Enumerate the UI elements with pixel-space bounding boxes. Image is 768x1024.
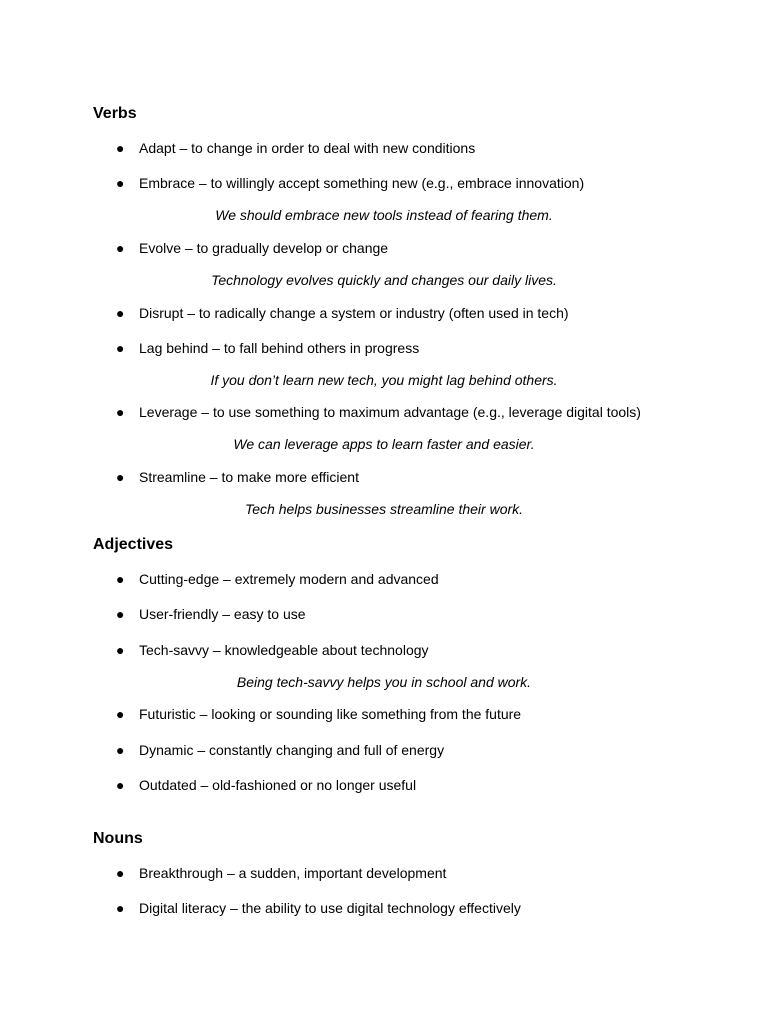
bullet-icon: ● — [116, 865, 125, 881]
example-sentence: Tech helps businesses streamline their work. — [244, 501, 524, 517]
bullet-icon: ● — [116, 340, 125, 356]
term-definition: Embrace – to willingly accept something new (e.g., embrace innovation) — [139, 175, 585, 191]
bullet-icon: ● — [116, 305, 125, 321]
bullet-icon: ● — [116, 240, 125, 256]
term-definition: Lag behind – to fall behind others in progress — [139, 340, 420, 356]
term-definition: Disrupt – to radically change a system or industry (often used in tech) — [139, 305, 569, 321]
term-definition: Outdated – old-fashioned or no longer useful — [139, 777, 417, 793]
term-definition: Dynamic – constantly changing and full of energy — [139, 742, 445, 758]
term-definition: Leverage – to use something to maximum advantage (e.g., leverage digital tools) — [139, 404, 641, 420]
term-definition: Adapt – to change in order to deal with new conditions — [139, 140, 476, 156]
term-definition: Cutting-edge – extremely modern and advanced — [139, 571, 439, 587]
bullet-icon: ● — [116, 571, 125, 587]
example-sentence: If you don’t learn new tech, you might lag behind others. — [210, 372, 558, 388]
section-heading-nouns: Nouns — [93, 830, 143, 847]
bullet-icon: ● — [116, 404, 125, 420]
bullet-icon: ● — [116, 606, 125, 622]
section-heading-verbs: Verbs — [93, 105, 137, 122]
bullet-icon: ● — [116, 742, 125, 758]
bullet-icon: ● — [116, 706, 125, 722]
example-sentence: Being tech-savvy helps you in school and work. — [236, 674, 532, 690]
term-definition: Streamline – to make more efficient — [139, 469, 359, 485]
example-sentence: Technology evolves quickly and changes our daily lives. — [211, 272, 557, 288]
bullet-icon: ● — [116, 900, 125, 916]
term-definition: Futuristic – looking or sounding like something from the future — [139, 706, 522, 722]
bullet-icon: ● — [116, 642, 125, 658]
example-sentence: We should embrace new tools instead of fearing them. — [215, 207, 553, 223]
bullet-icon: ● — [116, 469, 125, 485]
bullet-icon: ● — [116, 777, 125, 793]
term-definition: Digital literacy – the ability to use digital technology effectively — [139, 900, 521, 916]
term-definition: Tech-savvy – knowledgeable about technology — [139, 642, 429, 658]
term-definition: Evolve – to gradually develop or change — [139, 240, 389, 256]
example-sentence: We can leverage apps to learn faster and easier. — [233, 436, 535, 452]
section-heading-adjectives: Adjectives — [93, 536, 174, 553]
bullet-icon: ● — [116, 140, 125, 156]
term-definition: User-friendly – easy to use — [139, 606, 306, 622]
term-definition: Breakthrough – a sudden, important development — [139, 865, 447, 881]
bullet-icon: ● — [116, 175, 125, 191]
